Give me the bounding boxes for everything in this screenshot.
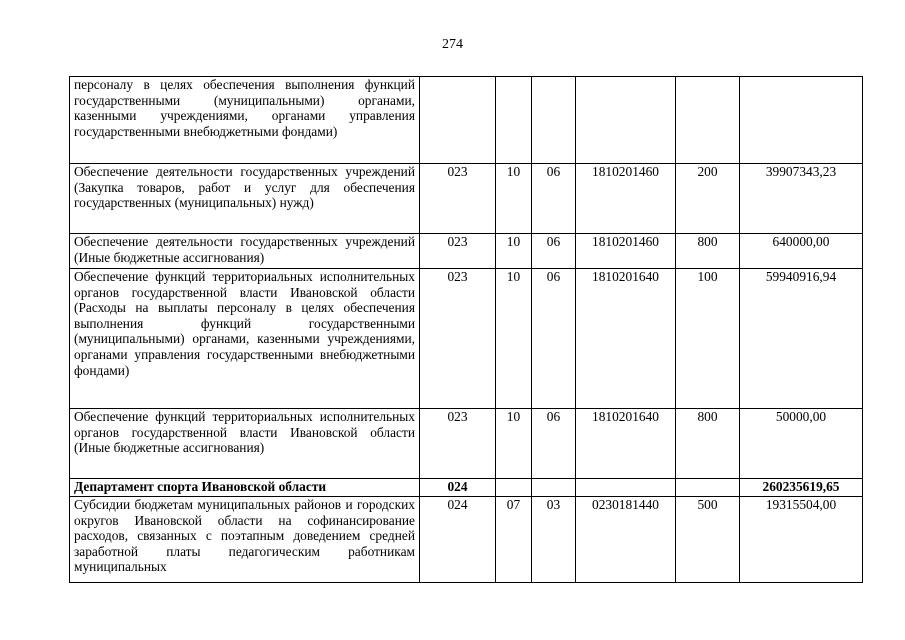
table-row [70,164,863,234]
description-cell: Обеспечение деятельности государственных учреждений (Иные бюджетные ассигнования) [70,234,420,269]
amount-cell: 19315504,00 [740,497,863,583]
section-code-cell: 10 [496,234,532,269]
description-cell: Субсидии бюджетам муниципальных районов и городских округов Ивановской области на софинансирование расходов, связанных с поэтапным доведением средней заработной платы педагогическим работникам муниципальных [70,497,420,583]
ministry-code-cell: 023 [420,269,496,409]
description-cell: Департамент спорта Ивановской области [70,479,420,497]
expense-type-cell: 500 [676,497,740,583]
ministry-code-cell: 024 [420,479,496,497]
section-code-cell: 10 [496,409,532,479]
section-code-cell [496,479,532,497]
subsection-code-cell: 06 [532,234,576,269]
table-row [70,409,863,479]
subsection-code-cell [532,479,576,497]
section-code-cell: 10 [496,164,532,234]
amount-cell: 39907343,23 [740,164,863,234]
target-article-cell: 1810201640 [576,269,676,409]
table-body [70,77,863,583]
description-cell: Обеспечение функций территориальных исполнительных органов государственной власти Ивановской области (Расходы на выплаты персоналу в целях обеспечения выполнения функций государственными (муниципальными) органами, казенными учреждениями, органами управления государственными внебюджетными фондами) [70,269,420,409]
amount-cell [740,77,863,164]
subsection-code-cell: 06 [532,269,576,409]
table-row [70,479,863,497]
budget-table [69,76,863,583]
expense-type-cell: 100 [676,269,740,409]
amount-cell: 640000,00 [740,234,863,269]
ministry-code-cell: 023 [420,164,496,234]
amount-cell: 50000,00 [740,409,863,479]
section-code-cell: 10 [496,269,532,409]
target-article-cell: 1810201640 [576,409,676,479]
ministry-code-cell [420,77,496,164]
ministry-code-cell: 024 [420,497,496,583]
amount-cell: 59940916,94 [740,269,863,409]
section-code-cell: 07 [496,497,532,583]
table-row [70,77,863,164]
description-cell: Обеспечение деятельности государственных учреждений (Закупка товаров, работ и услуг для обеспечения государственных (муниципальных) нужд) [70,164,420,234]
table-row [70,497,863,583]
table-row [70,269,863,409]
subsection-code-cell: 06 [532,409,576,479]
expense-type-cell: 200 [676,164,740,234]
expense-type-cell [676,77,740,164]
target-article-cell: 1810201460 [576,234,676,269]
description-cell: персоналу в целях обеспечения выполнения функций государственными (муниципальными) органами, казенными учреждениями, органами управления государственными внебюджетными фондами) [70,77,420,164]
subsection-code-cell [532,77,576,164]
description-cell: Обеспечение функций территориальных исполнительных органов государственной власти Ивановской области (Иные бюджетные ассигнования) [70,409,420,479]
subsection-code-cell: 06 [532,164,576,234]
target-article-cell: 1810201460 [576,164,676,234]
ministry-code-cell: 023 [420,409,496,479]
section-code-cell [496,77,532,164]
expense-type-cell: 800 [676,409,740,479]
target-article-cell [576,77,676,164]
table-row [70,234,863,269]
ministry-code-cell: 023 [420,234,496,269]
subsection-code-cell: 03 [532,497,576,583]
amount-cell: 260235619,65 [740,479,863,497]
expense-type-cell: 800 [676,234,740,269]
expense-type-cell [676,479,740,497]
target-article-cell: 0230181440 [576,497,676,583]
target-article-cell [576,479,676,497]
page-number: 274 [442,37,463,52]
